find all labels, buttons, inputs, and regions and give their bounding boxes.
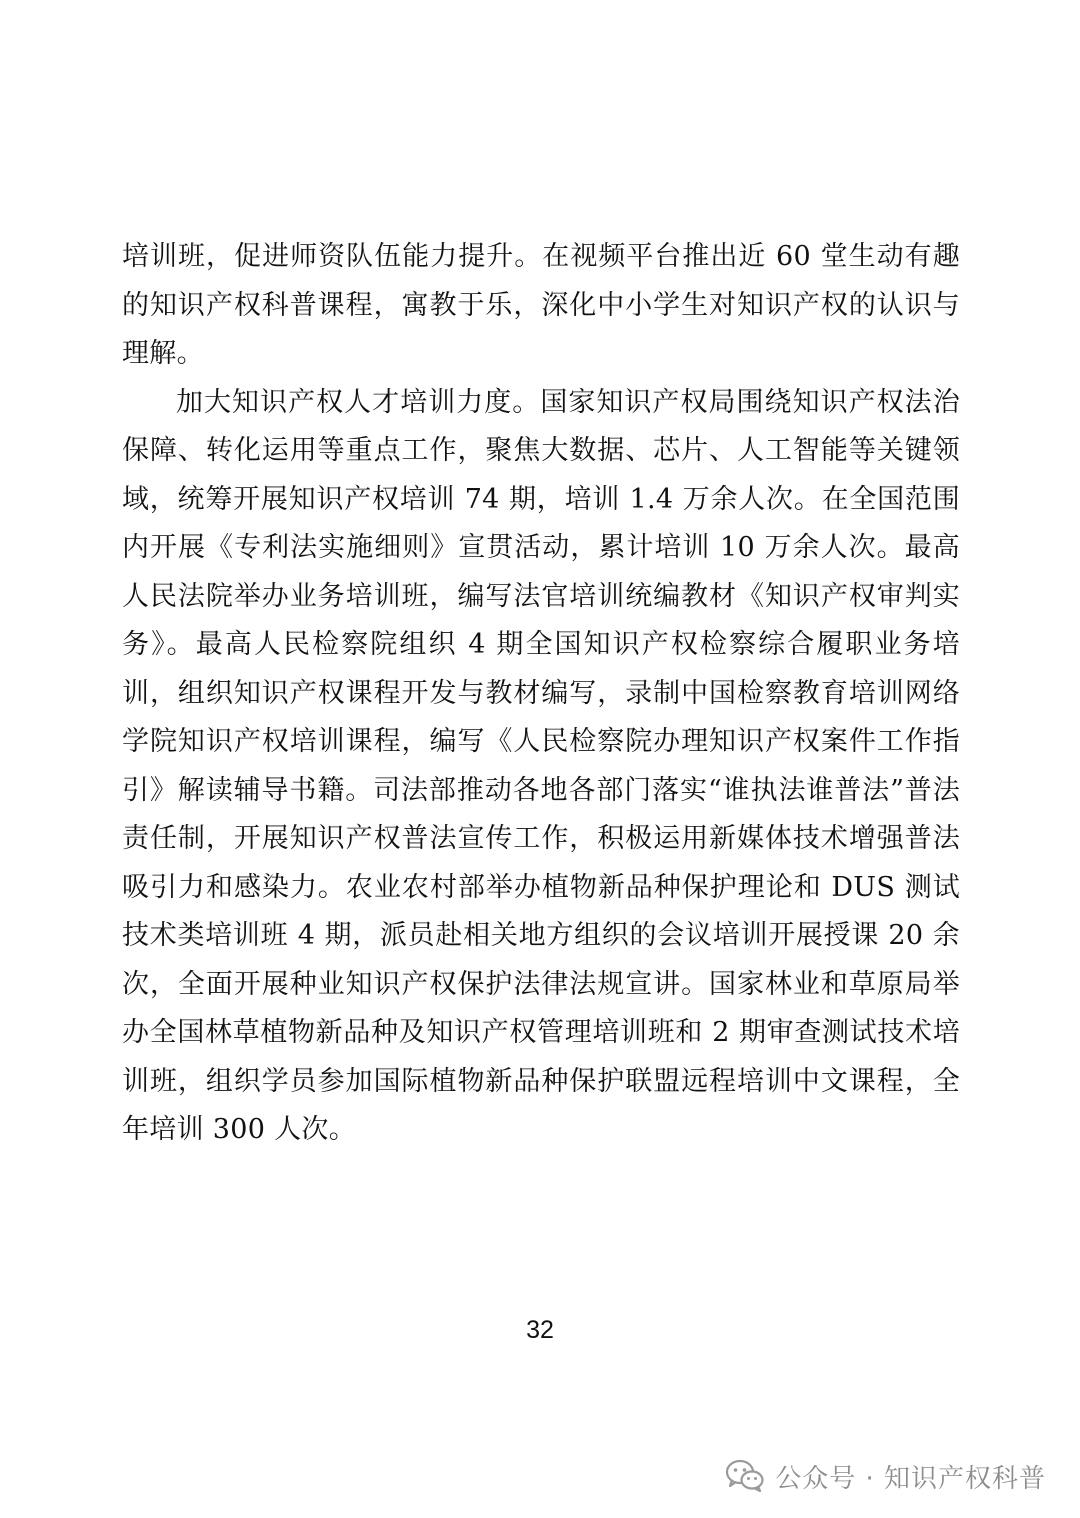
paragraph-2: 加大知识产权人才培训力度。国家知识产权局围绕知识产权法治保障、转化运用等重点工作，聚焦大数据、芯片、人工智能等关键领域，统筹开展知识产权培训 74 期，培训 1.4 万余人次。在全国范围内开展《专利法实施细则》宣贯活动，累计培训 10 万余人次。最高人民法院举办业务培训班，编写法官培训统编教材《知识产权审判实务》。最高人民检察院组织 4 期全国知识产权检察综合履职业务培训，组织知识产权课程开发与教材编写，录制中国检察教育培训网络学院知识产权培训课程，编写《人民检察院办理知识产权案件工作指引》解读辅导书籍。司法部推动各地各部门落实“谁执法谁普法”普法责任制，开展知识产权普法宣传工作，积极运用新媒体技术增强普法吸引力和感染力。农业农村部举办植物新品种保护理论和 DUS 测试技术类培训班 4 期，派员赴相关地方组织的会议培训开展授课 20 余次，全面开展种业知识产权保护法律法规宣讲。国家林业和草原局举办全国林草植物新品种及知识产权管理培训班和 2 期审查测试技术培训班，组织学员参加国际植物新品种保护联盟远程培训中文课程，全年培训 300 人次。 [122, 386, 960, 1145]
watermark [725, 1456, 1046, 1496]
document-body [122, 233, 960, 1155]
watermark-text: 公众号 · 知识产权科普 [775, 1463, 1046, 1494]
wechat-icon [725, 1459, 765, 1493]
paragraph-1: 培训班，促进师资队伍能力提升。在视频平台推出近 60 堂生动有趣的知识产权科普课程，寓教于乐，深化中小学生对知识产权的认识与理解。 [122, 241, 960, 369]
page-number: 32 [526, 1316, 554, 1344]
